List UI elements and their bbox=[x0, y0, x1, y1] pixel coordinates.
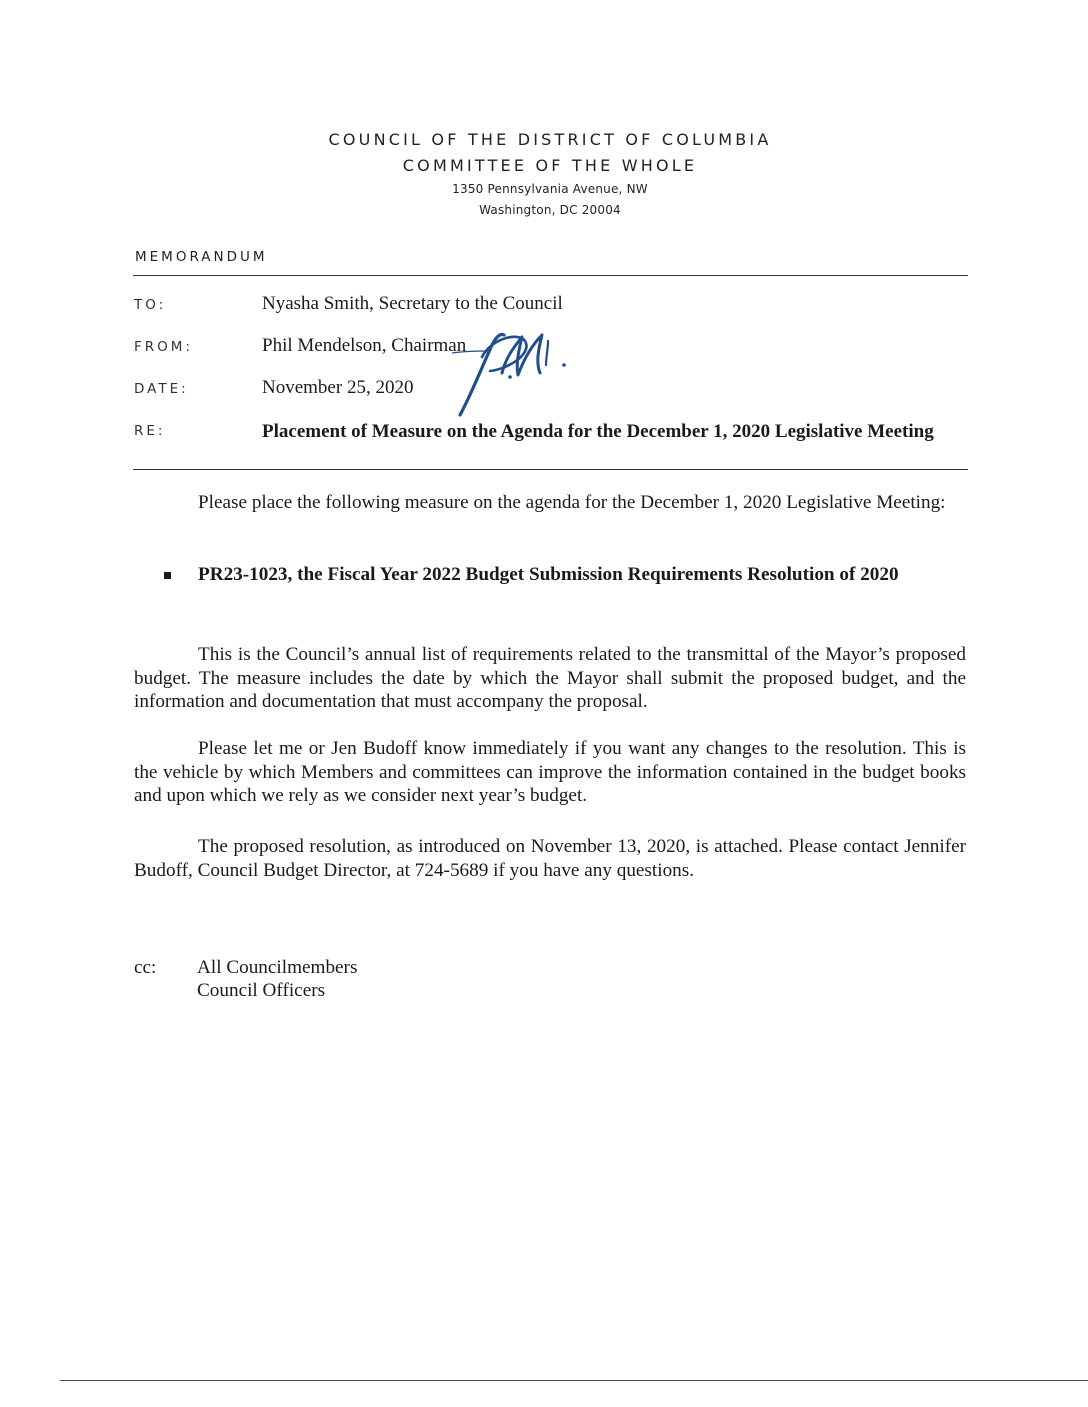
letterhead-committee: COMMITTEE OF THE WHOLE bbox=[402, 156, 698, 175]
re-label: RE: bbox=[134, 423, 166, 439]
cc-label: cc: bbox=[134, 957, 157, 978]
footer-rule bbox=[60, 1380, 1088, 1381]
letterhead-address: 1350 Pennsylvania Avenue, NW bbox=[452, 182, 648, 196]
body-paragraph-4: The proposed resolution, as introduced on November 13, 2020, is attached. Please contact Jennifer Budoff, Council Budget Director, at 724-5689 if you have any questions. bbox=[134, 836, 966, 881]
from-label: FROM: bbox=[134, 339, 193, 355]
date-label: DATE: bbox=[134, 381, 189, 397]
memo-title: MEMORANDUM bbox=[135, 249, 268, 265]
body-paragraph-3: Please let me or Jen Budoff know immediately if you want any changes to the resolution. This is the vehicle by which Members and committees can improve the information contained in the budget books and upon which we rely as we consider next year’s budget. bbox=[134, 738, 966, 806]
letterhead-city: Washington, DC 20004 bbox=[479, 203, 621, 217]
re-value: Placement of Measure on the Agenda for the December 1, 2020 Legislative Meeting bbox=[262, 421, 934, 442]
letterhead-organization: COUNCIL OF THE DISTRICT OF COLUMBIA bbox=[328, 130, 772, 149]
body-paragraph-2: This is the Council’s annual list of requirements related to the transmittal of the Mayor’s proposed budget. The measure includes the date by which the Mayor shall submit the proposed budget, and the information and documentation that must accompany the proposal. bbox=[134, 644, 966, 712]
cc-recipient: All Councilmembers bbox=[197, 957, 358, 978]
measure-bullet: PR23-1023, the Fiscal Year 2022 Budget Submission Requirements Resolution of 2020 bbox=[198, 564, 899, 585]
from-value: Phil Mendelson, Chairman bbox=[262, 335, 467, 356]
to-label: TO: bbox=[134, 297, 167, 313]
to-value: Nyasha Smith, Secretary to the Council bbox=[262, 293, 563, 314]
signature-mark bbox=[452, 327, 582, 419]
date-value: November 25, 2020 bbox=[262, 377, 414, 398]
bullet-icon bbox=[164, 572, 171, 579]
cc-recipient: Council Officers bbox=[197, 980, 326, 1001]
header-top-rule bbox=[133, 275, 968, 276]
header-bottom-rule bbox=[133, 469, 968, 470]
body-paragraph-1: Please place the following measure on the agenda for the December 1, 2020 Legislative Meeting: bbox=[198, 492, 946, 513]
